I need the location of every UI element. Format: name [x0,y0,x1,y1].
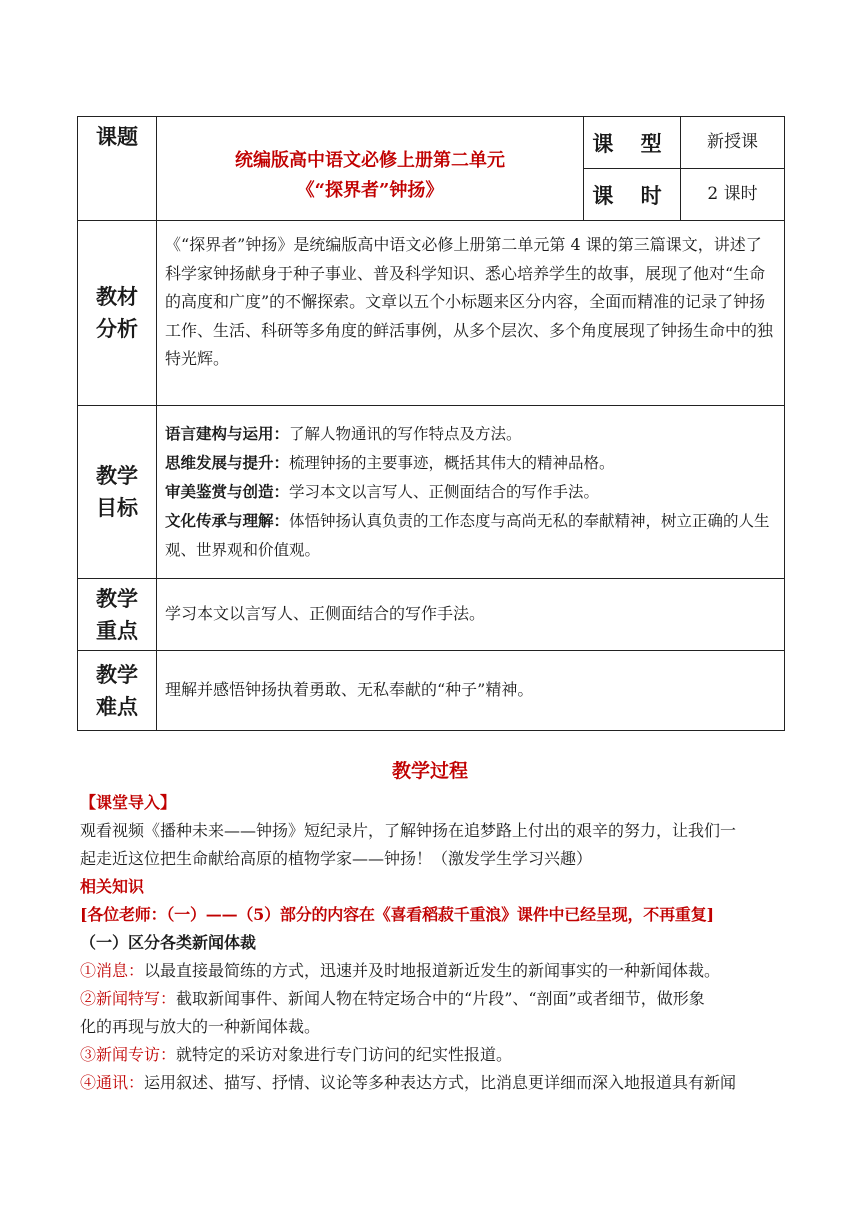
goal-item: 思维发展与提升：梳理钟扬的主要事迹，概括其伟大的精神品格。 [165,453,615,472]
goals-list [157,406,785,579]
genre-item: ④通讯：运用叙述、描写、抒情、议论等多种表达方式，比消息更详细而深入地报道具有新闻 [80,1073,737,1092]
intro-text-line2: 起走近这位把生命献给高原的植物学家——钟扬！（激发学生学习兴趣） [80,849,593,868]
analysis-text: 《“探界者”钟扬》是统编版高中语文必修上册第二单元第 4 课的第三篇课文，讲述了科学家钟扬献身于种子事业、普及科学知识、悉心培养学生的故事，展现了他对“生命的高度和广度”的不懈探索。文章以五个小标题来区分内容，全面而精准的记录了钟扬工作、生活、科研等多角度的鲜活事例，从多个层次、多个角度展现了钟扬生命中的独特光辉。 [157,221,785,406]
key-point-label: 教学 重点 [78,579,157,651]
topic-label: 课题 [78,117,157,221]
lesson-title-line2: 《“探界者”钟扬》 [296,179,444,201]
goal-item: 文化传承与理解：体悟钟扬认真负责的工作态度与高尚无私的奉献精神，树立正确的人生观、世界观和价值观。 [165,511,770,559]
genre-heading: （一）区分各类新闻体裁 [80,933,257,952]
key-point-text: 学习本文以言写人、正侧面结合的写作手法。 [157,579,785,651]
lesson-hours-label: 课 时 [584,169,681,221]
lesson-hours-value: 2 课时 [681,169,785,221]
difficulty-text: 理解并感悟钟扬执着勇敢、无私奉献的“种子”精神。 [157,651,785,731]
lesson-title [157,117,584,221]
teacher-note: [各位老师：（一）——（5）部分的内容在《喜看稻菽千重浪》课件中已经呈现，不再重复] [80,905,714,924]
lesson-title-line1: 统编版高中语文必修上册第二单元 [235,149,505,171]
genre-item: ①消息：以最直接最简练的方式，迅速并及时地报道新近发生的新闻事实的一种新闻体裁。 [80,961,721,980]
process-title: 教学过程 [391,760,468,782]
lesson-info-table [77,116,785,731]
goal-item: 语言建构与运用：了解人物通讯的写作特点及方法。 [165,424,522,443]
intro-text-line1: 观看视频《播种未来——钟扬》短纪录片，了解钟扬在追梦路上付出的艰辛的努力，让我们一 [80,821,737,840]
genre-item: ③新闻专访：就特定的采访对象进行专门访问的纪实性报道。 [80,1045,513,1064]
lesson-type-value: 新授课 [681,117,785,169]
goal-item: 审美鉴赏与创造：学习本文以言写人、正侧面结合的写作手法。 [165,482,600,501]
genre-item: ②新闻特写：截取新闻事件、新闻人物在特定场合中的“片段”、“剖面”或者细节，做形象 化的再现与放大的一种新闻体裁。 [80,989,705,1036]
process-content [80,789,785,1097]
related-heading: 相关知识 [80,877,145,896]
difficulty-label: 教学 难点 [78,651,157,731]
goals-label: 教学 目标 [78,406,157,579]
lesson-type-label: 课 型 [584,117,681,169]
analysis-label: 教材 分析 [78,221,157,406]
intro-heading: 【课堂导入】 [80,793,177,812]
